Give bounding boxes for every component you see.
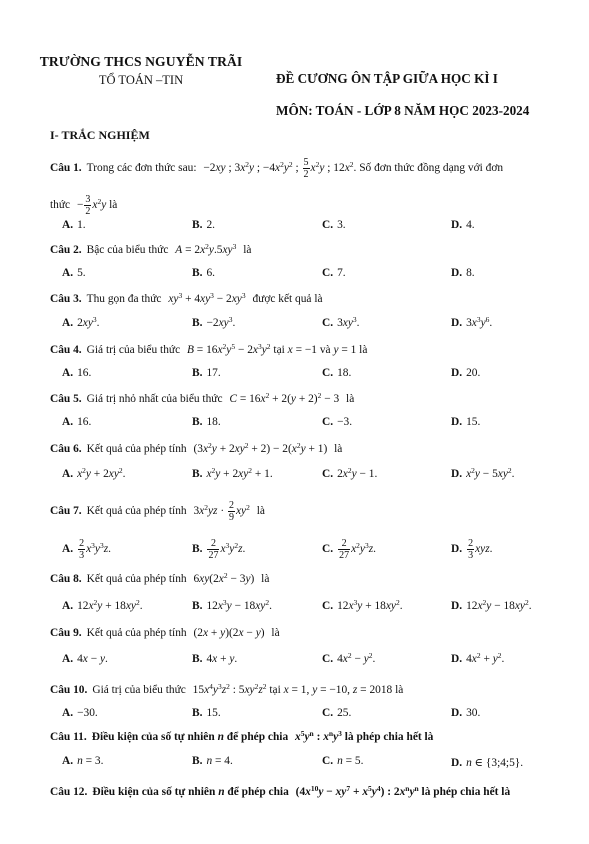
- question-9: Câu 9. Kết quả của phép tính (2x + y)(2x − y) là: [50, 627, 280, 639]
- option-a[interactable]: A. $\frac{2}{3}$ $x^3y^3z$.: [62, 538, 111, 561]
- option-a[interactable]: A. 1.: [62, 219, 86, 231]
- option-b[interactable]: B. 4x + y.: [192, 653, 238, 665]
- question-8: Câu 8. Kết quả của phép tính $6xy(2x^2 - 3y)$ là: [50, 571, 270, 585]
- option-d[interactable]: D. $3x^3y^6$.: [451, 315, 493, 329]
- section-title: I- TRẮC NGHIỆM: [50, 128, 150, 142]
- option-d[interactable]: D. 20.: [451, 367, 481, 379]
- question-4: Câu 4. Giá trị của biểu thức $B = 16x^2y^5 - 2x^3y^2$ tại x = −1 và y = 1 là: [50, 342, 368, 356]
- exam-header: [276, 71, 576, 119]
- options-q3: [62, 317, 572, 331]
- option-a[interactable]: A. 16.: [62, 367, 92, 379]
- options-q10: [62, 707, 572, 721]
- math-expression: $3x^2yz$ · $\frac{2}{9}$ $xy^2$: [193, 500, 250, 523]
- option-b[interactable]: B. 2.: [192, 219, 215, 231]
- options-q8: [62, 600, 572, 614]
- option-b[interactable]: B. 17.: [192, 367, 221, 379]
- options-q2: [62, 267, 572, 281]
- math-expression: $B = 16x^2y^5 - 2x^3y^2$: [186, 342, 271, 356]
- option-d[interactable]: D. 4.: [451, 219, 475, 231]
- option-d[interactable]: D. 8.: [451, 267, 475, 279]
- option-a[interactable]: A. n = 3.: [62, 755, 104, 767]
- option-a[interactable]: A. 16.: [62, 416, 92, 428]
- option-d[interactable]: D. $4x^2 + y^2$.: [451, 651, 505, 665]
- subject-line: MÔN: TOÁN - LỚP 8 NĂM HỌC 2023-2024: [276, 103, 530, 118]
- question-11: Câu 11. Điều kiện của số tự nhiên n để phép chia $x^5y^n$ : $x^ny^3$ là phép chia hết là: [50, 729, 434, 743]
- question-2: Câu 2. Bậc của biểu thức $A = 2x^2y.5xy^3$ là: [50, 242, 252, 256]
- option-d[interactable]: D. n ∈ {3;4;5}.: [451, 757, 524, 769]
- option-a[interactable]: A. 4x − y.: [62, 653, 108, 665]
- option-b[interactable]: B. $\frac{2}{27}$ $x^3y^2z$.: [192, 538, 246, 561]
- math-expression: $(4x^{10}y - xy^7 + x^5y^4)$ : $2x^ny^n$: [295, 784, 419, 798]
- math-expression: $C = 16x^2 + 2(y + 2)^2 - 3$: [229, 391, 340, 405]
- options-q6: [62, 468, 572, 482]
- option-c[interactable]: C. 25.: [322, 707, 352, 719]
- option-c[interactable]: C. $4x^2 - y^2$.: [322, 651, 376, 665]
- option-b[interactable]: B. 6.: [192, 267, 215, 279]
- option-b[interactable]: B. n = 4.: [192, 755, 233, 767]
- exam-title: ĐỀ CƯƠNG ÔN TẬP GIỮA HỌC KÌ I: [276, 71, 498, 86]
- question-3: Câu 3. Thu gọn đa thức $xy^3 + 4xy^3 - 2xy^3$ được kết quả là: [50, 291, 323, 305]
- question-1: [50, 157, 570, 217]
- question-5: Câu 5. Giá trị nhỏ nhất của biểu thức $C = 16x^2 + 2(y + 2)^2 - 3$ là: [50, 391, 355, 405]
- option-a[interactable]: A. 5.: [62, 267, 86, 279]
- question-continuation: thức − $\frac{3}{2}$ $x^2y$ là: [50, 194, 118, 217]
- option-c[interactable]: C. 7.: [322, 267, 346, 279]
- option-b[interactable]: B. $x^2y + 2xy^2 + 1$.: [192, 466, 273, 480]
- math-expression: $6xy(2x^2 - 3y)$: [193, 571, 255, 585]
- math-expression: (2x + y)(2x − y): [193, 627, 265, 639]
- option-b[interactable]: B. $-2xy^3$.: [192, 315, 236, 329]
- option-c[interactable]: C. $\frac{2}{27}$ $x^2y^3z$.: [322, 538, 376, 561]
- question-text: Trong các đơn thức sau:: [86, 162, 197, 175]
- options-q7: [62, 538, 572, 561]
- option-a[interactable]: A. −30.: [62, 707, 98, 719]
- department-name: TỔ TOÁN –TIN: [98, 73, 184, 87]
- option-d[interactable]: D. 30.: [451, 707, 481, 719]
- math-expression: $xy^3 + 4xy^3 - 2xy^3$: [168, 291, 246, 305]
- question-number: Câu 1.: [50, 162, 82, 175]
- option-a[interactable]: A. $2xy^3$.: [62, 315, 100, 329]
- math-expression: $15x^4y^3z^2$ : $5xy^2z^2$: [192, 682, 267, 696]
- option-d[interactable]: D. 15.: [451, 416, 481, 428]
- math-expression: $A = 2x^2y.5xy^3$: [175, 242, 237, 256]
- option-d[interactable]: D. $x^2y - 5xy^2$.: [451, 466, 515, 480]
- option-c[interactable]: C. −3.: [322, 416, 353, 428]
- question-12: Câu 12. Điều kiện của số tự nhiên n để phép chia $(4x^{10}y - xy^7 + x^5y^4)$ : $2x^ny^n$ là phép chia hết là: [50, 784, 511, 798]
- school-name: TRƯỜNG THCS NGUYỄN TRÃI: [39, 54, 243, 69]
- question-text-2: Số đơn thức đồng dạng với đơn: [359, 162, 504, 175]
- option-a[interactable]: A. $x^2y + 2xy^2$.: [62, 466, 126, 480]
- option-c[interactable]: C. 3.: [322, 219, 346, 231]
- options-q4: [62, 367, 572, 381]
- option-c[interactable]: C. $12x^3y + 18xy^2$.: [322, 598, 403, 612]
- math-expression: $(3x^2y + 2xy^2 + 2) - 2(x^2y + 1)$: [193, 441, 328, 455]
- option-c[interactable]: C. 18.: [322, 367, 352, 379]
- school-header: [26, 54, 256, 88]
- option-b[interactable]: B. 18.: [192, 416, 221, 428]
- question-7: Câu 7. Kết quả của phép tính $3x^2yz$ · $\frac{2}{9}$ $xy^2$ là: [50, 500, 265, 523]
- option-c[interactable]: C. n = 5.: [322, 755, 364, 767]
- options-q1: [62, 219, 572, 233]
- options-q5: [62, 416, 572, 430]
- option-d[interactable]: D. $\frac{2}{3}$ xyz.: [451, 538, 493, 561]
- option-b[interactable]: B. $12x^3y - 18xy^2$.: [192, 598, 272, 612]
- options-q11: [62, 755, 572, 769]
- options-q9: [62, 653, 572, 667]
- option-a[interactable]: A. $12x^2y + 18xy^2$.: [62, 598, 143, 612]
- option-c[interactable]: C. $3xy^3$.: [322, 315, 360, 329]
- math-expression: −2xy ; $3x^2y$ ; $-4x^2y^2$ ; $\frac{5}{2}$ $x^2y$ ; $12x^2$.: [203, 157, 357, 180]
- option-b[interactable]: B. 15.: [192, 707, 221, 719]
- question-6: Câu 6. Kết quả của phép tính $(3x^2y + 2xy^2 + 2) - 2(x^2y + 1)$ là: [50, 441, 343, 455]
- math-expression: $x^5y^n$ : $x^ny^3$: [295, 729, 342, 743]
- option-c[interactable]: C. $2x^2y - 1$.: [322, 466, 378, 480]
- option-d[interactable]: D. $12x^2y - 18xy^2$.: [451, 598, 532, 612]
- question-10: Câu 10. Giá trị của biểu thức $15x^4y^3z^2$ : $5xy^2z^2$ tại x = 1, y = −10, z = 2018 là: [50, 682, 404, 696]
